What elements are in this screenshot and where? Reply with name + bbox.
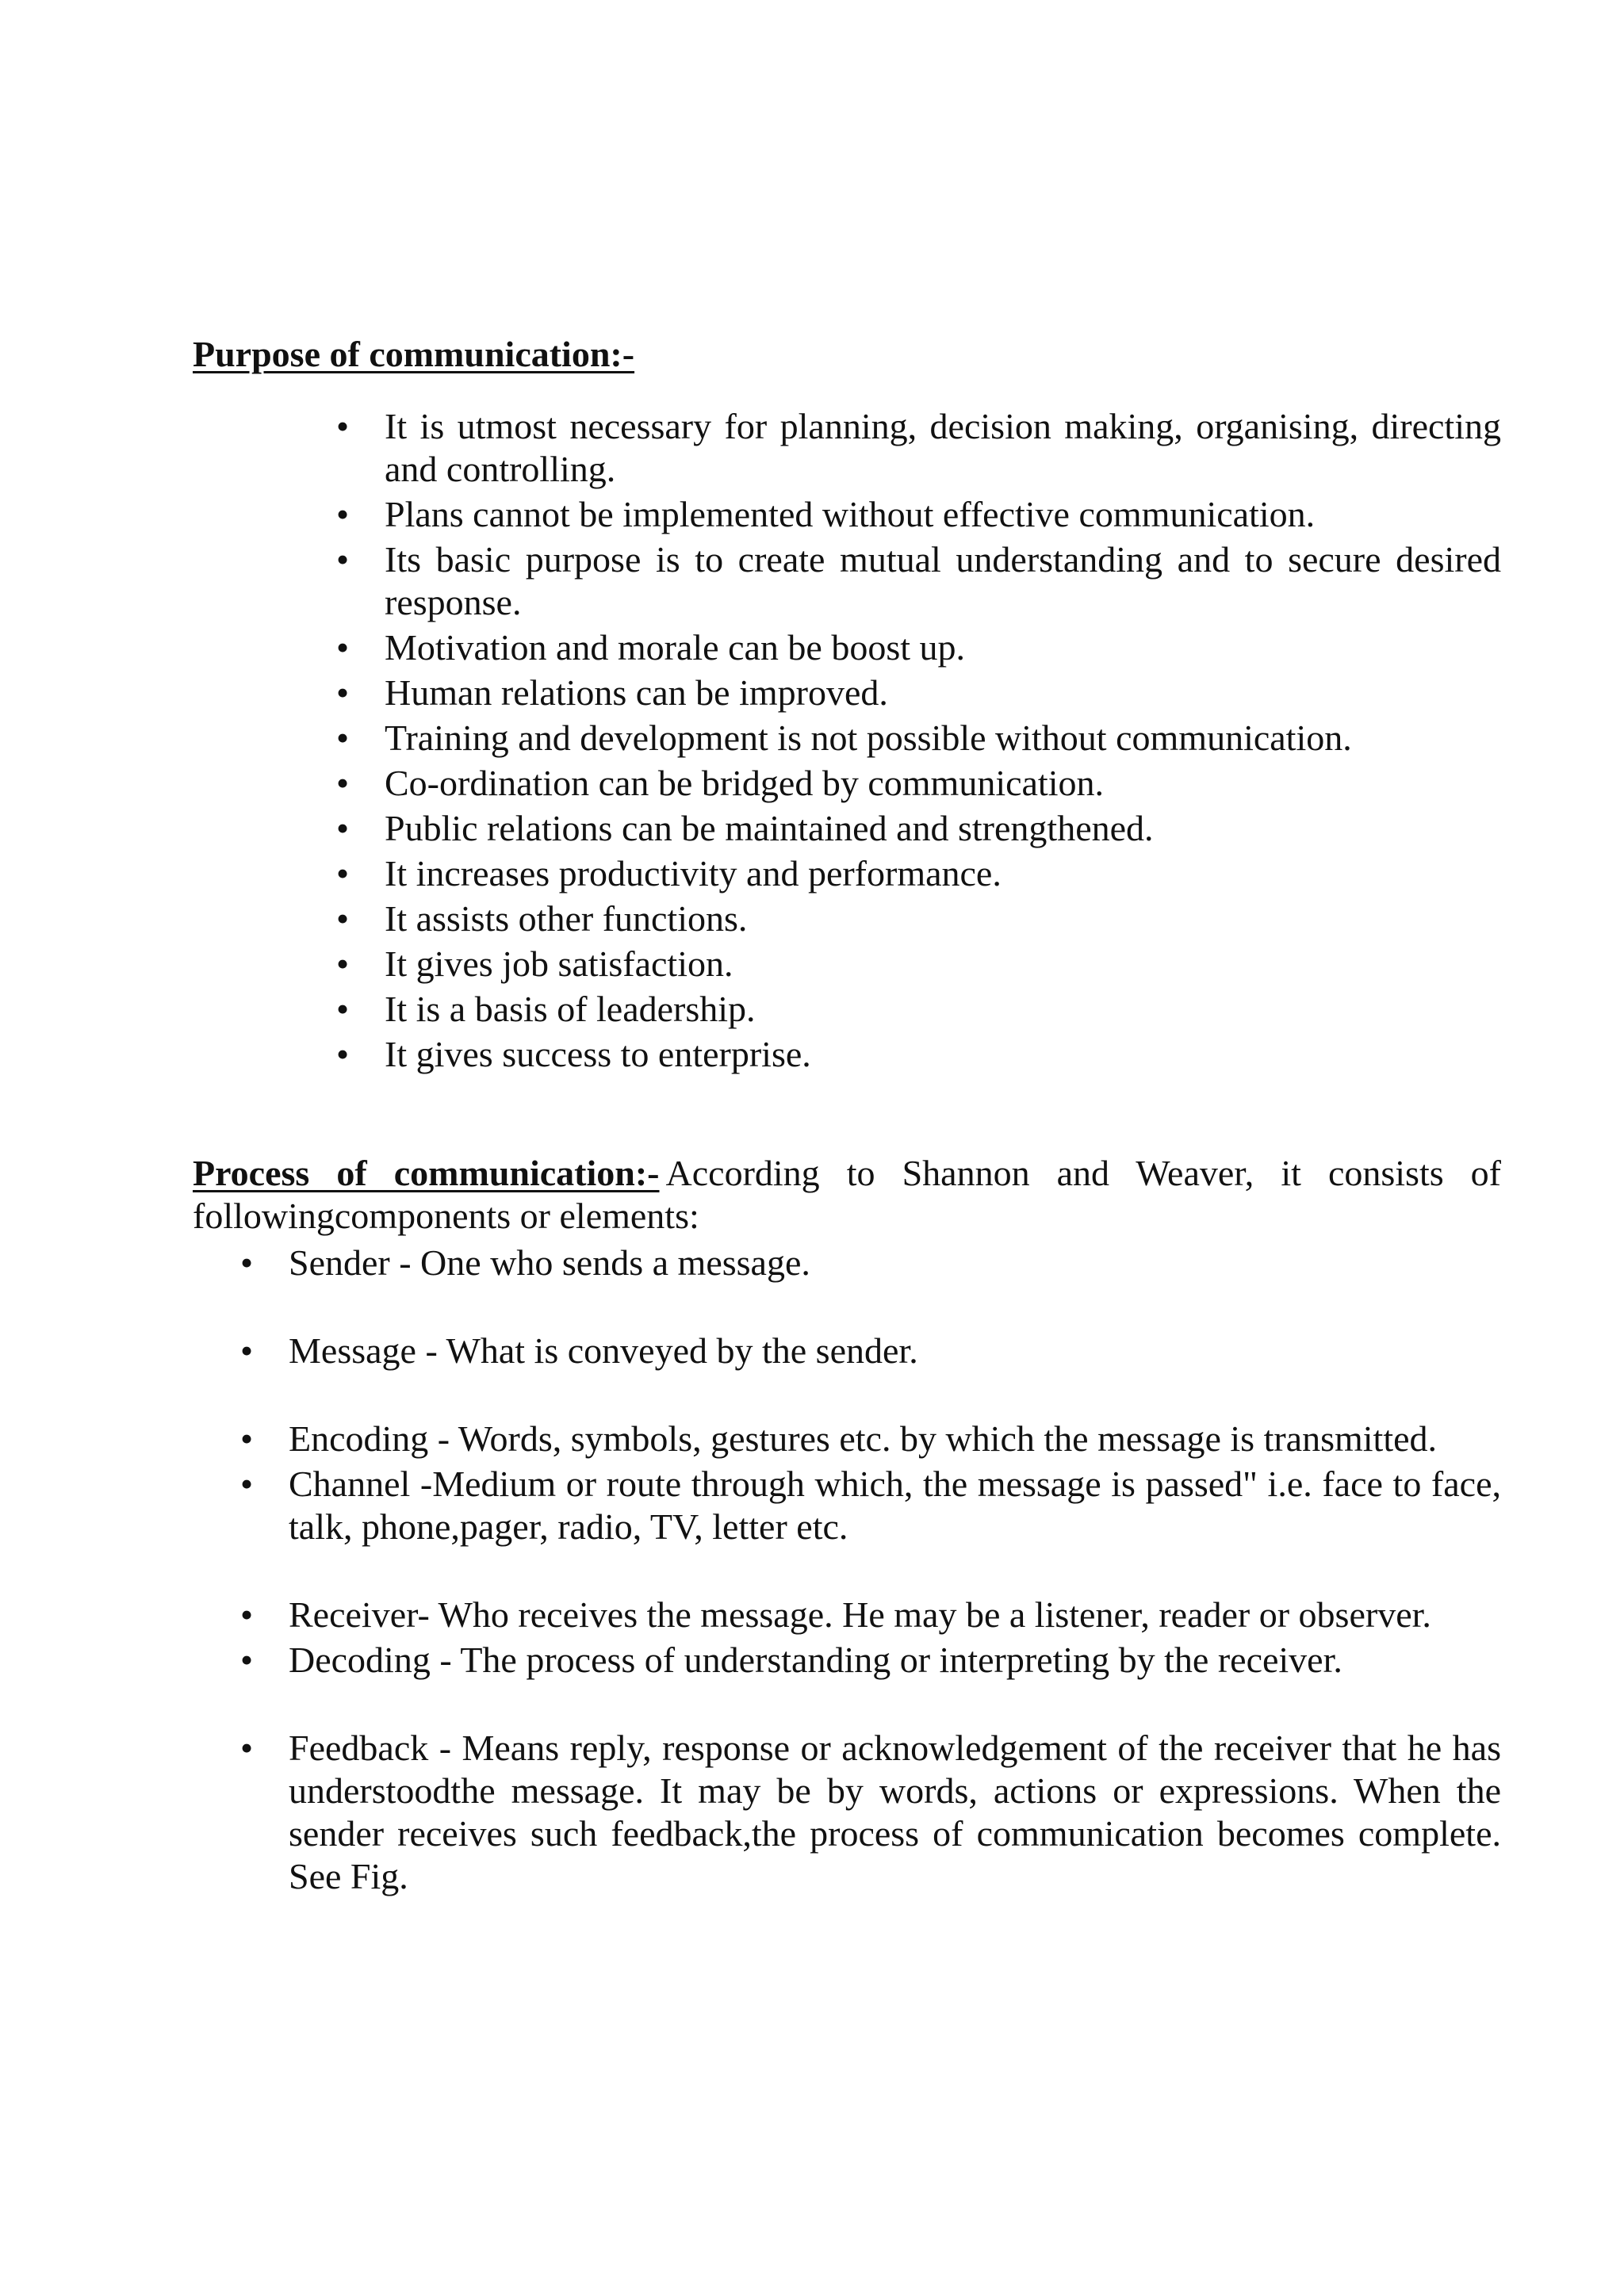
list-item — [240, 1463, 1501, 1548]
list-item-text: Encoding - Words, symbols, gestures etc. by which the message is transmitted. — [289, 1418, 1438, 1459]
list-item — [336, 943, 1501, 985]
list-item — [336, 717, 1501, 760]
bullet-icon: • — [336, 494, 350, 534]
list-item — [336, 762, 1501, 805]
process-list — [240, 1242, 1501, 1898]
list-item — [240, 1330, 1501, 1372]
list-item-text: Training and development is not possible without communication. — [385, 718, 1352, 758]
bullet-icon: • — [336, 808, 350, 848]
purpose-list — [336, 405, 1501, 1078]
bullet-icon: • — [336, 718, 350, 758]
list-item — [336, 538, 1501, 624]
list-item — [240, 1727, 1501, 1898]
process-intro: According to Shannon and Weaver, it consists of followingcomponents or elements: — [193, 1153, 1502, 1236]
list-item-text: Plans cannot be implemented without effective communication. — [385, 494, 1316, 534]
bullet-icon: • — [240, 1330, 254, 1371]
list-item — [336, 897, 1501, 940]
list-item-text: Decoding - The process of understanding or interpreting by the receiver. — [289, 1640, 1342, 1680]
list-item-text: Motivation and morale can be boost up. — [385, 627, 966, 668]
list-item-text: Feedback - Means reply, response or acknowledgement of the receiver that he has understoodthe message. It may be by words, actions or expressions. When the sender receives such feedback,the process of communication becomes complete. See Fig. — [289, 1728, 1501, 1896]
list-item — [336, 852, 1501, 895]
bullet-icon: • — [240, 1242, 254, 1283]
bullet-icon: • — [336, 406, 350, 446]
list-item — [336, 988, 1501, 1031]
list-item-text: It is a basis of leadership. — [385, 989, 756, 1029]
list-item — [240, 1594, 1501, 1636]
list-item-text: It gives success to enterprise. — [385, 1034, 811, 1074]
list-item-text: It gives job satisfaction. — [385, 943, 733, 984]
bullet-icon: • — [240, 1464, 254, 1504]
list-item-text: Human relations can be improved. — [385, 672, 888, 713]
bullet-icon: • — [336, 989, 350, 1029]
list-item-text: Co-ordination can be bridged by communication. — [385, 763, 1104, 803]
list-item — [336, 1033, 1501, 1076]
list-item — [240, 1418, 1501, 1460]
list-item-text: Public relations can be maintained and strengthened. — [385, 808, 1154, 848]
list-item — [336, 807, 1501, 850]
list-item-text: Sender - One who sends a message. — [289, 1242, 810, 1283]
bullet-icon: • — [336, 763, 350, 803]
list-item — [240, 1242, 1501, 1284]
list-item — [336, 626, 1501, 669]
bullet-icon: • — [336, 898, 350, 939]
purpose-heading: Purpose of communication:- — [193, 334, 635, 374]
list-item-text: Message - What is conveyed by the sender. — [289, 1330, 918, 1371]
list-item — [336, 493, 1501, 536]
list-item-text: It increases productivity and performance. — [385, 853, 1002, 894]
bullet-icon: • — [240, 1640, 254, 1680]
list-item — [336, 405, 1501, 491]
list-item-text: It assists other functions. — [385, 898, 748, 939]
process-heading: Process of communication:- — [193, 1153, 660, 1193]
list-item — [336, 672, 1501, 714]
bullet-icon: • — [240, 1728, 254, 1768]
list-item-text: Its basic purpose is to create mutual understanding and to secure desired response. — [385, 539, 1501, 622]
list-item — [240, 1639, 1501, 1682]
bullet-icon: • — [336, 1034, 350, 1074]
bullet-icon: • — [240, 1594, 254, 1635]
bullet-icon: • — [336, 539, 350, 580]
list-item-text: It is utmost necessary for planning, decision making, organising, directing and controlling. — [385, 406, 1501, 489]
process-paragraph — [193, 1152, 1501, 1238]
list-item-text: Receiver- Who receives the message. He may be a listener, reader or observer. — [289, 1594, 1431, 1635]
bullet-icon: • — [336, 853, 350, 894]
bullet-icon: • — [336, 627, 350, 668]
list-item-text: Channel -Medium or route through which, the message is passed" i.e. face to face, talk, phone,pager, radio, TV, letter etc. — [289, 1464, 1501, 1547]
bullet-icon: • — [336, 672, 350, 713]
bullet-icon: • — [240, 1418, 254, 1459]
bullet-icon: • — [336, 943, 350, 984]
